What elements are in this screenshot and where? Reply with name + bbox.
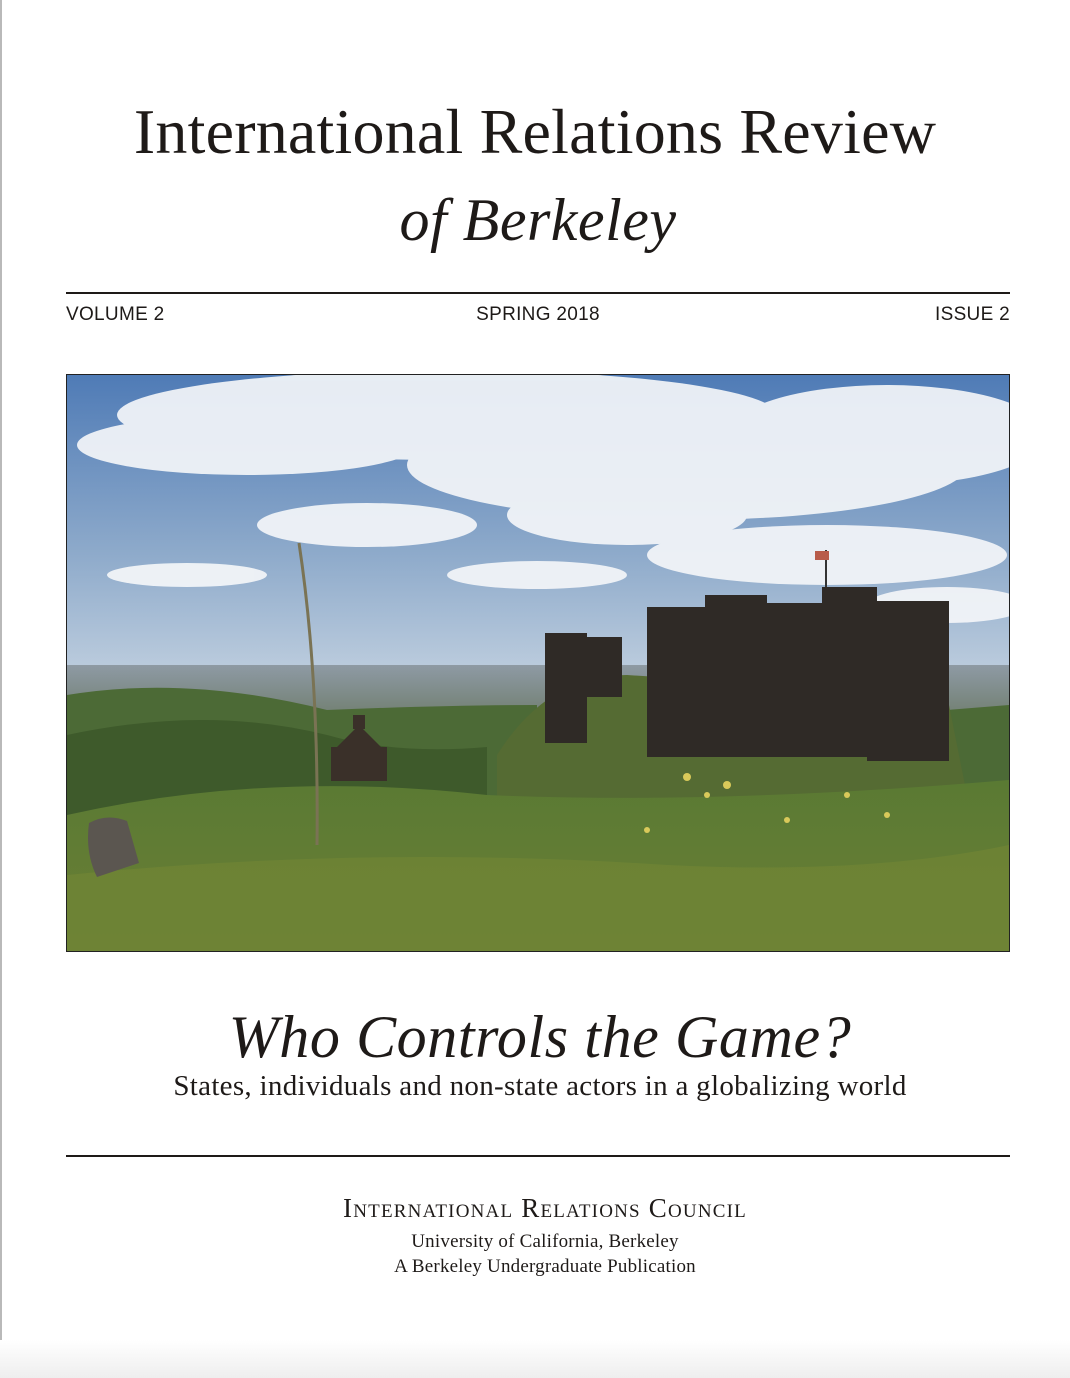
university-name: University of California, Berkeley (411, 1231, 679, 1252)
issue-info-row (66, 302, 1010, 328)
flag (815, 551, 829, 560)
publication-tagline: A Berkeley Undergraduate Publication (394, 1256, 696, 1277)
feature-subtitle: States, individuals and non-state actors in a globalizing world (173, 1070, 907, 1102)
journal-title: International Relations Review (133, 96, 937, 167)
feature-title: Who Controls the Game? (228, 1004, 852, 1070)
cover-photo (66, 374, 1010, 952)
page-bottom-fade (0, 1340, 1070, 1378)
season-label: SPRING 2018 (476, 304, 600, 325)
journal-subtitle: of Berkeley (399, 187, 677, 253)
volume-label: VOLUME 2 (66, 304, 165, 325)
issue-label: ISSUE 2 (935, 304, 1010, 325)
fortress-landscape-photo (67, 375, 1009, 951)
council-name: International Relations Council (343, 1193, 747, 1223)
bottom-divider (66, 1155, 1010, 1157)
top-divider (66, 292, 1010, 294)
